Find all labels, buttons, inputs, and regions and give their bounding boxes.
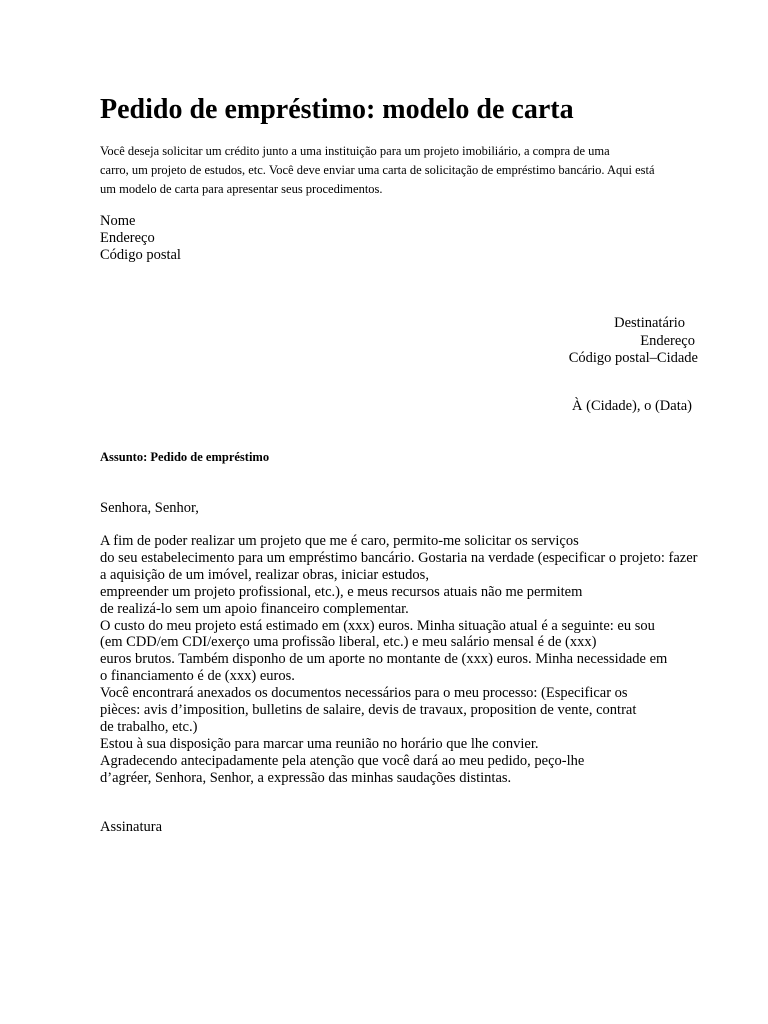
place-date-line: À (Cidade), o (Data) <box>572 398 692 414</box>
intro-line: Você deseja solicitar um crédito junto a uma instituição para um projeto imobiliário, a compra de uma <box>100 144 610 158</box>
sender-address: Endereço <box>100 230 155 246</box>
body-line: Estou à sua disposição para marcar uma reunião no horário que lhe convier. <box>100 735 539 752</box>
body-line: pièces: avis d’imposition, bulletins de salaire, devis de travaux, proposition de vente, contrat <box>100 702 637 719</box>
intro-line: carro, um projeto de estudos, etc. Você deve enviar uma carta de solicitação de empréstimo bancário. Aqui está <box>100 163 655 177</box>
sender-block <box>100 213 181 264</box>
body-line: O custo do meu projeto está estimado em (xxx) euros. Minha situação atual é a seguinte: eu sou <box>100 617 655 634</box>
body-line: de trabalho, etc.) <box>100 718 198 735</box>
recipient-name: Destinatário <box>614 315 685 331</box>
sender-name: Nome <box>100 213 136 229</box>
body-line: de realizá-lo sem um apoio financeiro complementar. <box>100 600 409 617</box>
body-line: A fim de poder realizar um projeto que me é caro, permito-me solicitar os serviços <box>100 533 579 549</box>
recipient-block <box>569 315 698 368</box>
body-line: euros brutos. Também disponho de um aporte no montante de (xxx) euros. Minha necessidade em <box>100 651 668 668</box>
salutation: Senhora, Senhor, <box>100 500 199 516</box>
body-line: Agradecendo antecipadamente pela atenção que você dará ao meu pedido, peço-lhe <box>100 752 585 769</box>
body-line: (em CDD/em CDI/exerço uma profissão liberal, etc.) e meu salário mensal é de (xxx) <box>100 634 597 651</box>
body-line: d’agréer, Senhora, Senhor, a expressão das minhas saudações distintas. <box>100 769 512 786</box>
recipient-address: Endereço <box>640 332 695 349</box>
subject-line: Assunto: Pedido de empréstimo <box>100 450 270 464</box>
body-line: Você encontrará anexados os documentos necessários para o meu processo: (Especificar os <box>100 685 628 702</box>
intro-line: um modelo de carta para apresentar seus procedimentos. <box>100 182 383 196</box>
intro-paragraph <box>100 142 655 199</box>
body-line: o financiamento é de (xxx) euros. <box>100 668 295 685</box>
body-line: do seu estabelecimento para um empréstimo bancário. Gostaria na verdade (especificar o projeto: fazer <box>100 549 698 566</box>
page-title: Pedido de empréstimo: modelo de carta <box>100 94 574 125</box>
recipient-postal-city: Código postal–Cidade <box>568 350 698 366</box>
sender-postal-code: Código postal <box>100 247 181 263</box>
signature-line: Assinatura <box>100 819 163 835</box>
body-line: a aquisição de um imóvel, realizar obras, iniciar estudos, <box>100 566 429 583</box>
body-line: empreender um projeto profissional, etc.), e meus recursos atuais não me permitem <box>100 583 583 600</box>
letter-body <box>100 533 697 787</box>
